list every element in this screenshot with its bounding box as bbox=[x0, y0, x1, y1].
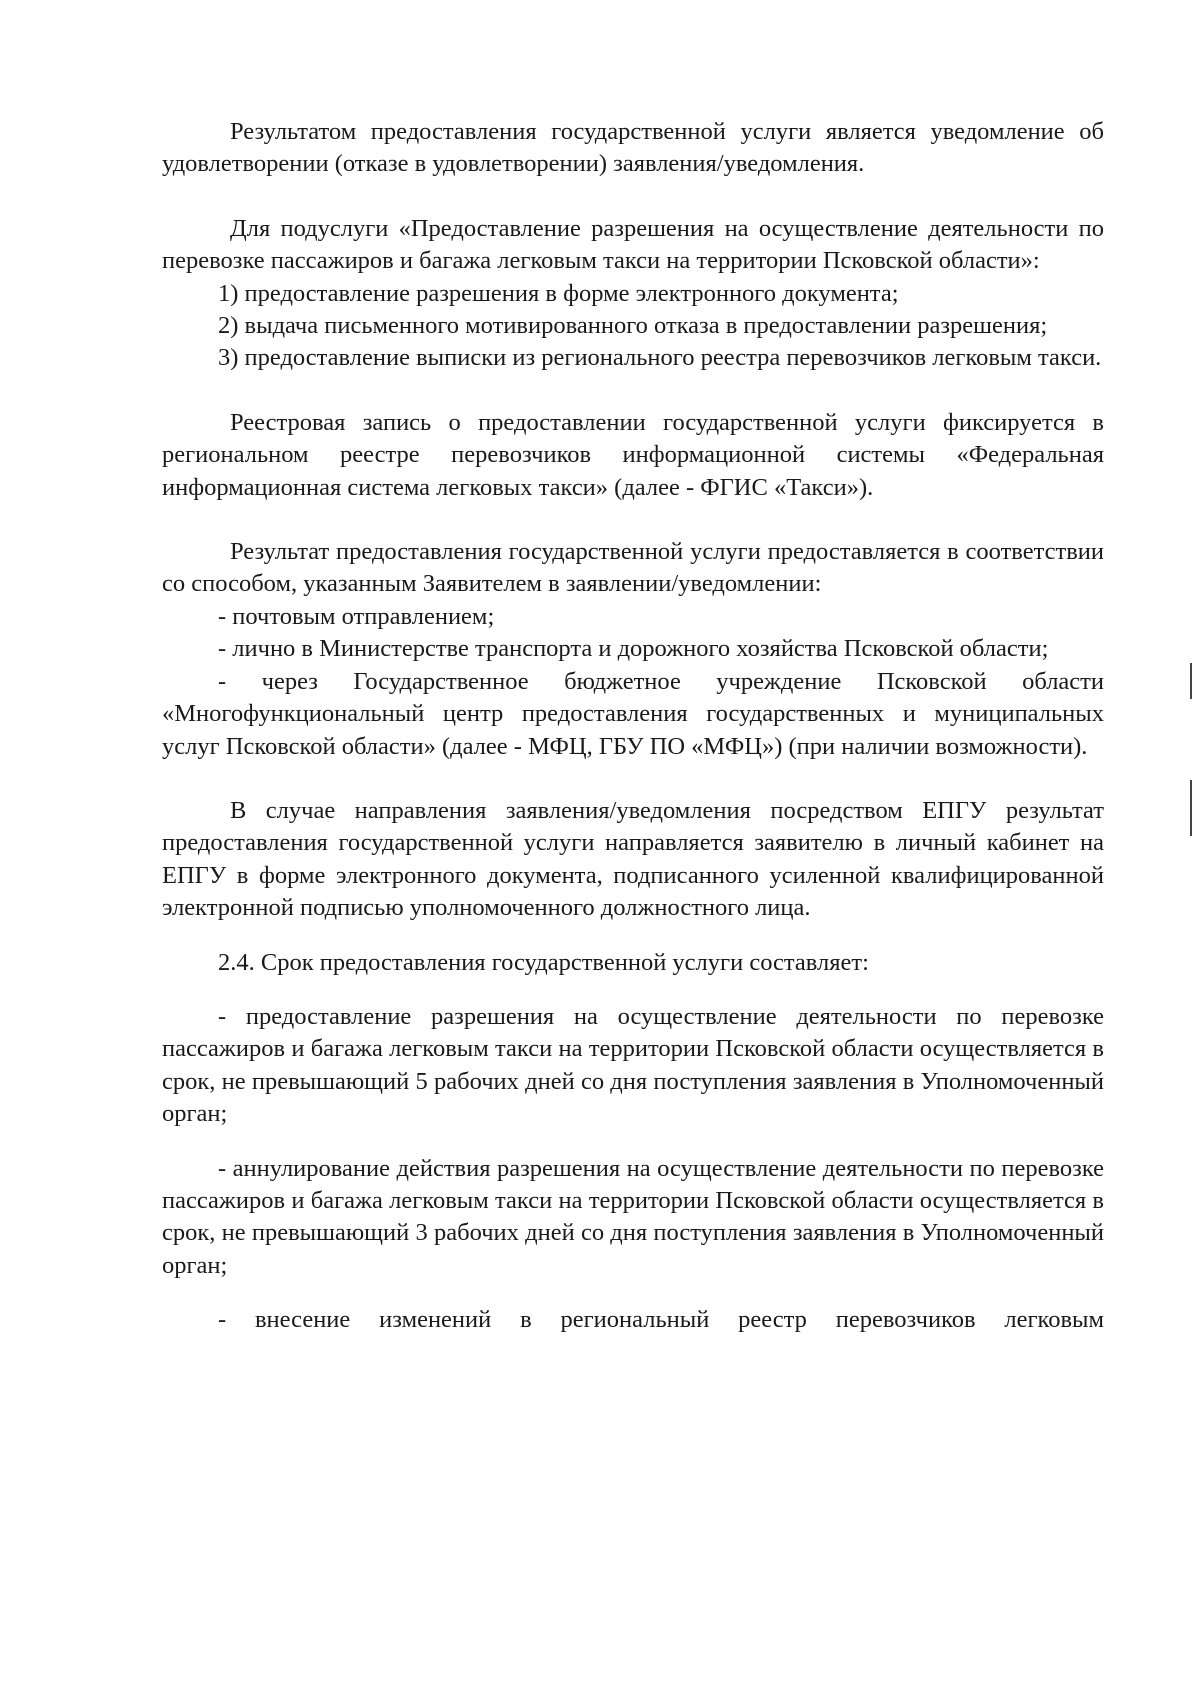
delivery-item: - почтовым отправлением; bbox=[218, 602, 495, 630]
term-item: - аннулирование действия разрешения на осуществление деятельности по перевозке пассажиров и багажа легковым такси на территории Псковской области осуществляется в срок, не превышающий 3 рабочих дней со дня поступления заявления в Уполномоченный орган; bbox=[162, 1154, 1104, 1279]
spacer bbox=[162, 763, 1104, 795]
spacer bbox=[162, 1131, 1104, 1153]
term-heading: 2.4. Срок предоставления государственной услуги составляет: bbox=[218, 948, 869, 976]
scan-artifact bbox=[1190, 780, 1192, 836]
registry-paragraph: Реестровая запись о предоставлении государственной услуги фиксируется в региональном реестре перевозчиков информационной системы «Федеральная информационная система легковых такси» (далее - ФГИС «Такси»). bbox=[162, 408, 1104, 501]
subservice-section bbox=[162, 213, 1104, 375]
spacer bbox=[162, 181, 1104, 213]
subservice-intro: Для подуслуги «Предоставление разрешения на осуществление деятельности по перевозке пассажиров и багажа легковым такси на территории Псковской области»: bbox=[162, 214, 1104, 275]
term-item: - предоставление разрешения на осуществление деятельности по перевозке пассажиров и багажа легковым такси на территории Псковской области осуществляется в срок, не превышающий 5 рабочих дней со дня поступления заявления в Уполномоченный орган; bbox=[162, 1002, 1104, 1128]
delivery-item: - через Государственное бюджетное учреждение Псковской области «Многофункциональный центр предоставления государственных и муниципальных услуг Псковской области» (далее - МФЦ, ГБУ ПО «МФЦ») (при наличии возможности). bbox=[162, 667, 1104, 760]
subservice-item: 1) предоставление разрешения в форме электронного документа; bbox=[218, 279, 899, 307]
term-item: - внесение изменений в региональный реестр перевозчиков легковым bbox=[218, 1306, 1104, 1334]
spacer bbox=[162, 1282, 1104, 1304]
result-paragraph: Результатом предоставления государственной услуги является уведомление об удовлетворении (отказе в удовлетворении) заявления/уведомления. bbox=[162, 118, 1104, 178]
delivery-intro: Результат предоставления государственной услуги предоставляется в соответствии со способом, указанным Заявителем в заявлении/уведомлении: bbox=[162, 538, 1104, 598]
epgu-paragraph: В случае направления заявления/уведомления посредством ЕПГУ результат предоставления государственной услуги направляется заявителю в личный кабинет на ЕПГУ в форме электронного документа, подписанного усиленной квалифицированной электронной подписью уполномоченного должностного лица. bbox=[162, 796, 1104, 922]
spacer bbox=[162, 979, 1104, 1001]
spacer bbox=[162, 504, 1104, 536]
spacer bbox=[162, 375, 1104, 407]
subservice-item: 3) предоставление выписки из регионального реестра перевозчиков легковым такси. bbox=[218, 344, 1102, 372]
subservice-item: 2) выдача письменного мотивированного отказа в предоставлении разрешения; bbox=[218, 312, 1048, 340]
delivery-item: - лично в Министерстве транспорта и дорожного хозяйства Псковской области; bbox=[218, 635, 1049, 663]
delivery-section bbox=[162, 536, 1104, 763]
scan-artifact bbox=[1190, 663, 1192, 699]
spacer bbox=[162, 925, 1104, 947]
